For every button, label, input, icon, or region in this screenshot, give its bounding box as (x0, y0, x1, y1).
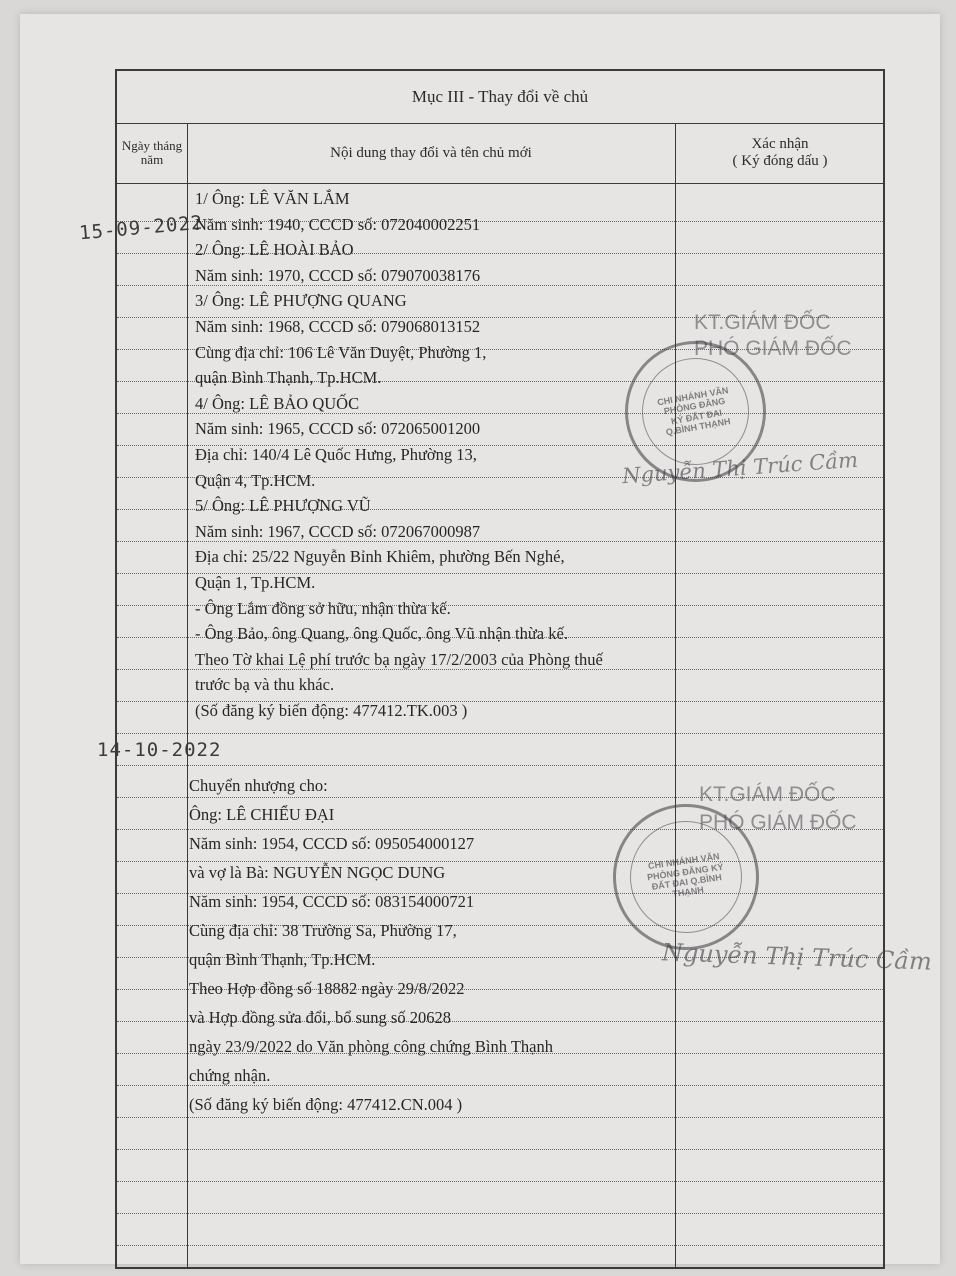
entry2-line: Năm sinh: 1954, CCCD số: 095054000127 (189, 834, 475, 853)
entry2-sign-title: KT.GIÁM ĐỐC (699, 783, 836, 806)
entry2-date: 14-10-2022 (97, 739, 222, 761)
header-divider (117, 183, 883, 184)
section-title: Mục III - Thay đổi về chủ (117, 71, 883, 124)
header-date: Ngày tháng năm (121, 137, 183, 167)
entry2-line: Năm sinh: 1954, CCCD số: 083154000721 (189, 892, 475, 911)
ruled-line (117, 765, 883, 766)
entry2-line: ngày 23/9/2022 do Văn phòng công chứng Bình Thạnh (189, 1037, 553, 1056)
entry2-line: Chuyển nhượng cho: (189, 776, 328, 795)
ruled-line (117, 861, 883, 862)
ruled-line (117, 1245, 883, 1246)
stamp-text: CHI NHÁNH VĂN PHÒNG ĐĂNG KÝ ĐẤT ĐAI Q.BÌNH THẠNH (656, 384, 732, 438)
entry1-line: 5/ Ông: LÊ PHƯỢNG VŨ (195, 496, 371, 516)
document-page (20, 14, 940, 1264)
ruled-line (117, 1149, 883, 1150)
entry1-line: - Ông Lắm đồng sở hữu, nhận thừa kế. (195, 598, 451, 618)
entry1-line: Năm sinh: 1965, CCCD số: 072065001200 (195, 419, 481, 439)
entry1-line: Năm sinh: 1940, CCCD số: 072040002251 (195, 214, 481, 234)
entry2-signature: Nguyễn Thị Trúc Cầm (661, 938, 933, 976)
stamp-text: CHI NHÁNH VĂN PHÒNG ĐĂNG KÝ ĐẤT ĐAI Q.BÌNH THẠNH (646, 851, 725, 900)
header-confirm-label: Xác nhận (751, 136, 809, 152)
ruled-line (117, 733, 883, 734)
entry1-line: Năm sinh: 1967, CCCD số: 072067000987 (195, 521, 481, 541)
date-column-divider (187, 123, 188, 1267)
entry2-line: Cùng địa chỉ: 38 Trường Sa, Phường 17, (189, 921, 457, 940)
entry1-line: (Số đăng ký biến động: 477412.TK.003 ) (195, 701, 468, 720)
entry1-line: Năm sinh: 1970, CCCD số: 079070038176 (195, 265, 481, 285)
header-confirm (675, 123, 885, 183)
entry2-line: quận Bình Thạnh, Tp.HCM. (189, 950, 376, 969)
entry1-line: 3/ Ông: LÊ PHƯỢNG QUANG (195, 291, 407, 311)
entry2-line: Theo Hợp đồng số 18882 ngày 29/8/2022 (189, 979, 465, 998)
ownership-change-table (78, 69, 933, 1269)
entry2-sign-subtitle: PHÓ GIÁM ĐỐC (699, 811, 857, 834)
entry1-line: Cùng địa chỉ: 106 Lê Văn Duyệt, Phường 1, (195, 342, 487, 362)
header-content: Nội dung thay đổi và tên chủ mới (330, 144, 532, 161)
entry2-line: Ông: LÊ CHIỂU ĐẠI (189, 805, 335, 824)
entry1-line: 4/ Ông: LÊ BẢO QUỐC (195, 393, 360, 413)
entry1-line: Quận 4, Tp.HCM. (195, 470, 316, 490)
entry1-date: 15-09-2022 (78, 211, 205, 245)
entry1-sign-title: KT.GIÁM ĐỐC (694, 311, 831, 334)
entry1-line: quận Bình Thạnh, Tp.HCM. (195, 368, 382, 388)
header-confirm-sublabel: ( Ký đóng dấu ) (732, 153, 828, 169)
ruled-line (117, 1117, 883, 1118)
confirm-column-divider (675, 123, 676, 1267)
entry1-line: - Ông Bảo, ông Quang, ông Quốc, ông Vũ nhận thừa kế. (195, 624, 568, 644)
ruled-line (117, 1181, 883, 1182)
entry1-line: 1/ Ông: LÊ VĂN LẮM (195, 189, 350, 208)
entry2-line: và vợ là Bà: NGUYỄN NGỌC DUNG (189, 863, 446, 882)
entry1-sign-subtitle: PHÓ GIÁM ĐỐC (694, 337, 852, 360)
stamp-inner-ring (623, 814, 749, 940)
entry1-line: Năm sinh: 1968, CCCD số: 079068013152 (195, 317, 481, 336)
stamp-inner-ring (634, 350, 758, 474)
entry1-line: trước bạ và thu khác. (195, 675, 335, 695)
entry1-line: 2/ Ông: LÊ HOÀI BẢO (195, 240, 354, 260)
ruled-line (117, 1213, 883, 1214)
entry2-line: (Số đăng ký biến động: 477412.CN.004 ) (189, 1095, 463, 1114)
entry1-signature: Nguyễn Thị Trúc Cầm (621, 447, 859, 489)
entry1-line: Theo Tờ khai Lệ phí trước bạ ngày 17/2/2003 của Phòng thuế (195, 649, 603, 669)
entry1-line: Quận 1, Tp.HCM. (195, 573, 316, 592)
entry2-line: chứng nhận. (189, 1066, 271, 1085)
entry2-line: và Hợp đồng sửa đổi, bổ sung số 20628 (189, 1008, 451, 1027)
entry1-line: Địa chỉ: 25/22 Nguyễn Bỉnh Khiêm, phường Bến Nghé, (195, 547, 565, 567)
entry1-line: Địa chỉ: 140/4 Lê Quốc Hưng, Phường 13, (195, 445, 477, 464)
